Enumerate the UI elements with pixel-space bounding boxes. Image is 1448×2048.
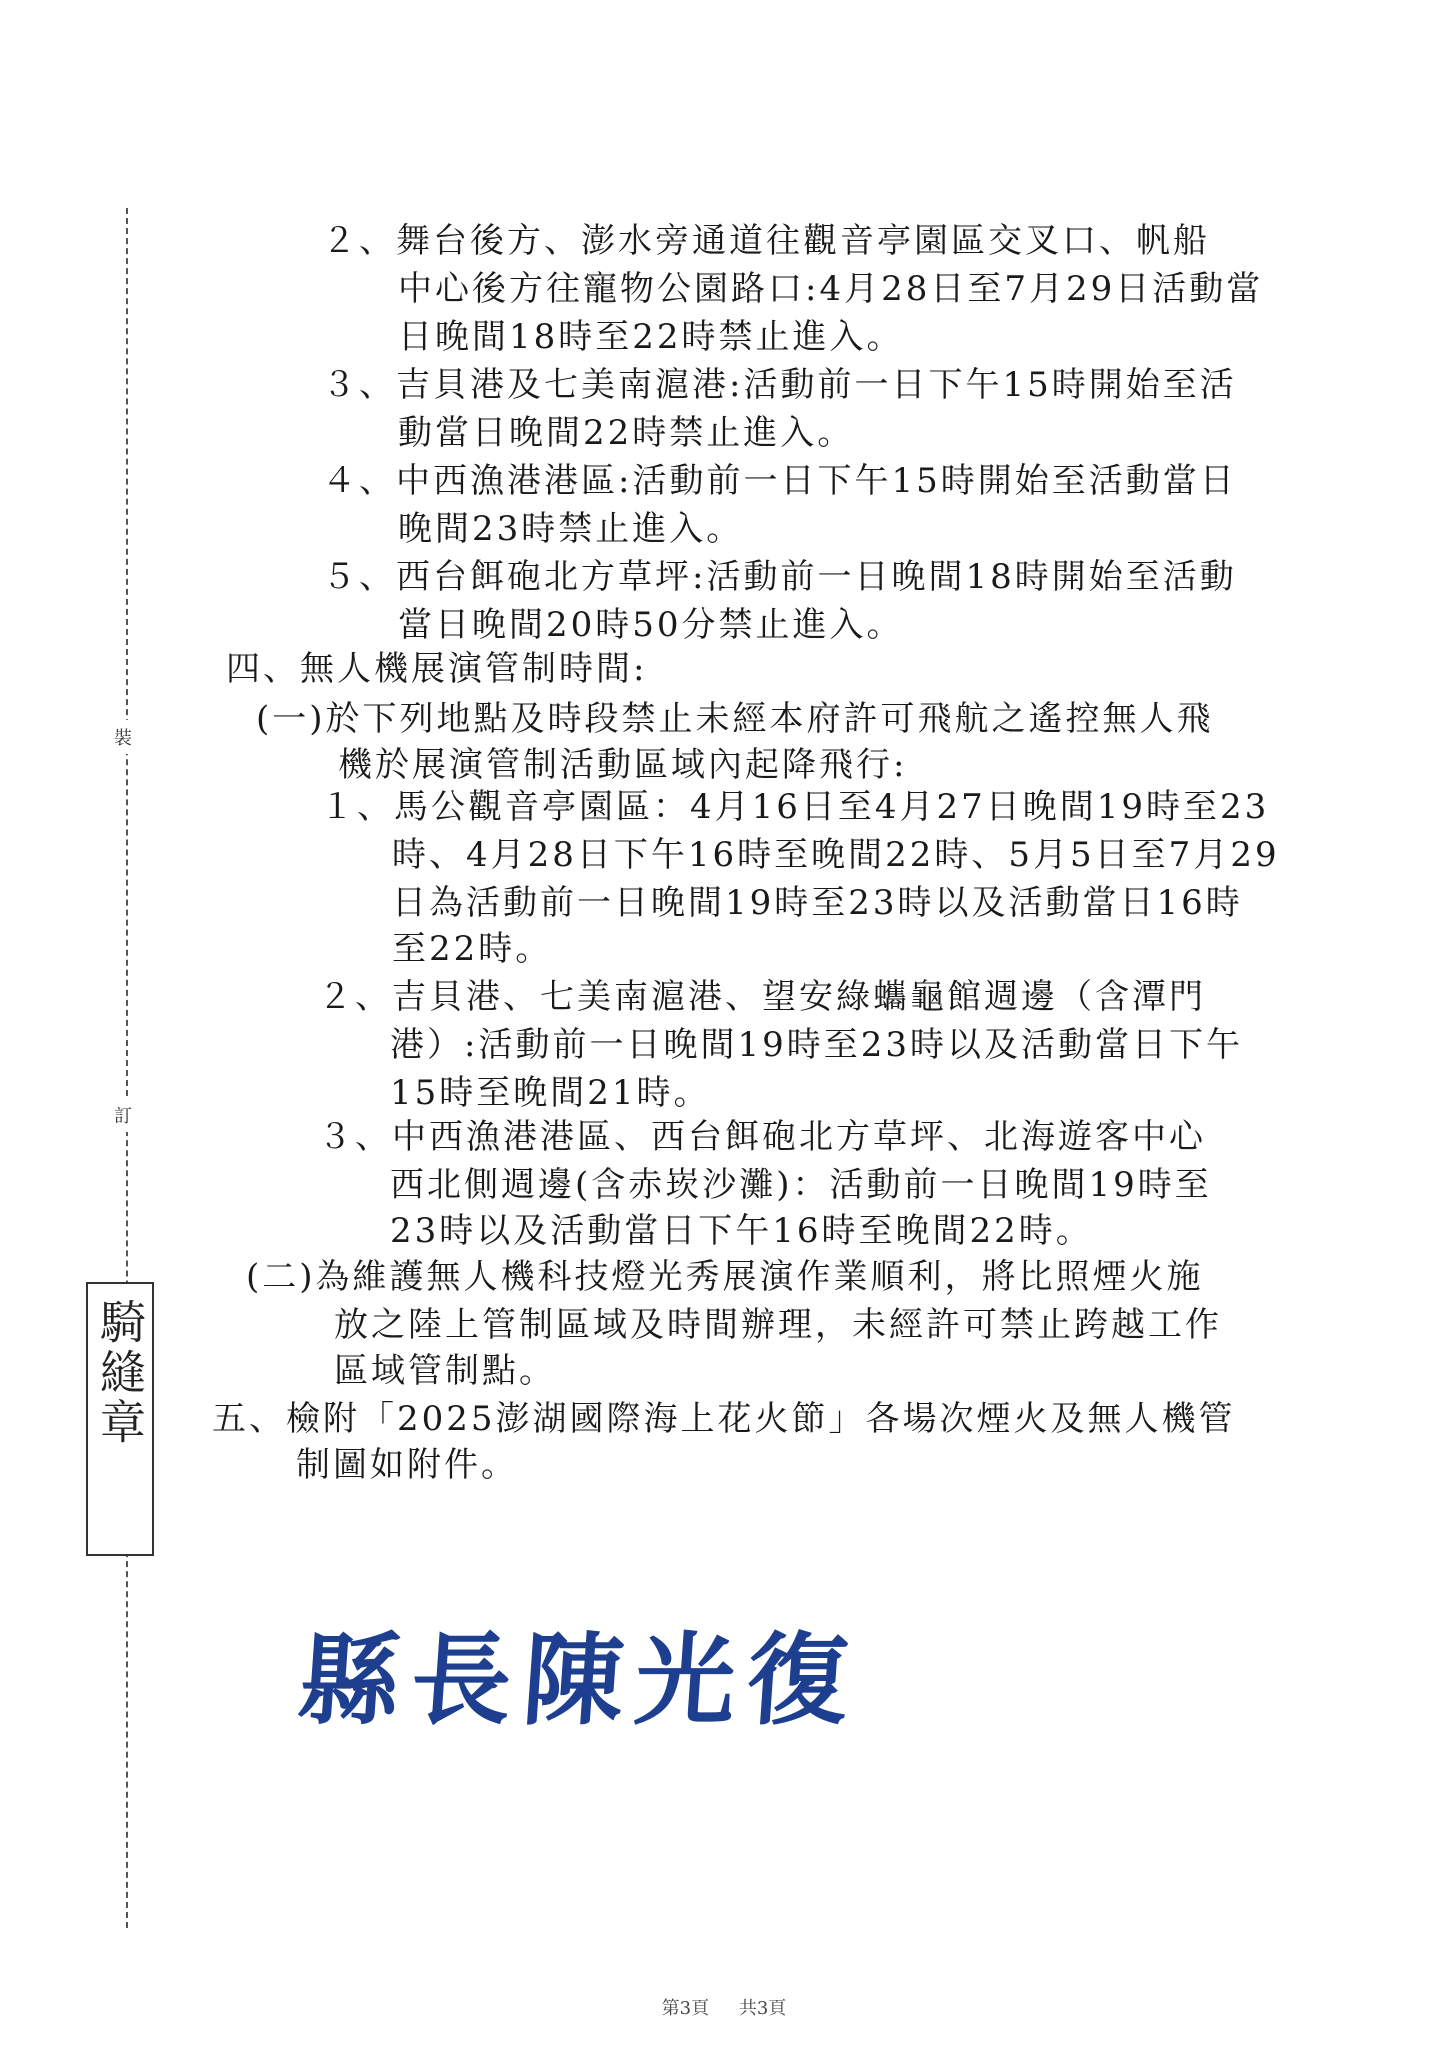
page-total: 共3頁 — [738, 1998, 787, 2019]
text-line: (二)為維護無人機科技燈光秀展演作業順利，將比照煙火施 — [246, 1257, 1204, 1297]
text-line: 23時以及活動當日下午16時至晚間22時。 — [390, 1211, 1093, 1251]
page-footer — [0, 1994, 1448, 2020]
seam-seal-text: 騎縫章 — [93, 1298, 147, 1448]
text-line: 區域管制點。 — [334, 1351, 556, 1391]
text-line: 當日晚間20時50分禁止進入。 — [398, 605, 904, 645]
binding-line — [126, 208, 128, 1928]
text-line: 制圖如附件。 — [296, 1445, 518, 1485]
text-line: 機於展演管制活動區域內起降飛行: — [338, 745, 908, 785]
section-heading: 四、無人機展演管制時間: — [226, 649, 648, 689]
text-line: 日為活動前一日晚間19時至23時以及活動當日16時 — [392, 883, 1243, 923]
text-line: 放之陸上管制區域及時間辦理，未經許可禁止跨越工作 — [334, 1305, 1222, 1345]
text-line: 時、4月28日下午16時至晚間22時、5月5日至7月29 — [392, 835, 1280, 875]
binding-mark-zhuang: 裝 — [114, 720, 132, 754]
text-line: ５、西台餌砲北方草坪:活動前一日晚間18時開始至活動 — [322, 557, 1237, 597]
text-line: ３、吉貝港及七美南滬港:活動前一日下午15時開始至活 — [322, 365, 1237, 405]
text-line: ２、舞台後方、澎水旁通道往觀音亭園區交叉口、帆船 — [322, 221, 1210, 261]
page-number: 第3頁 — [661, 1998, 710, 2019]
binding-mark-ding: 訂 — [114, 1098, 132, 1132]
text-line: 至22時。 — [392, 929, 553, 969]
magistrate-signature: 縣長陳光復 — [295, 1621, 864, 1739]
text-line: 晚間23時禁止進入。 — [398, 509, 744, 549]
section-heading: 五、檢附「2025澎湖國際海上花火節」各場次煙火及無人機管 — [212, 1399, 1236, 1439]
text-line: 港）:活動前一日晚間19時至23時以及活動當日下午 — [390, 1025, 1243, 1065]
text-line: 西北側週邊(含赤崁沙灘)：活動前一日晚間19時至 — [390, 1165, 1212, 1205]
seam-seal — [86, 1282, 154, 1556]
text-line: １、馬公觀音亭園區：4月16日至4月27日晚間19時至23 — [320, 787, 1270, 827]
text-line: (一)於下列地點及時段禁止未經本府許可飛航之遙控無人飛 — [256, 699, 1214, 739]
text-line: ３、中西漁港港區、西台餌砲北方草坪、北海遊客中心 — [318, 1117, 1206, 1157]
text-line: 15時至晚間21時。 — [390, 1073, 711, 1113]
text-line: 動當日晚間22時禁止進入。 — [398, 413, 855, 453]
text-line: 日晚間18時至22時禁止進入。 — [398, 317, 904, 357]
text-line: 中心後方往寵物公園路口:4月28日至7月29日活動當 — [398, 269, 1264, 309]
text-line: ２、吉貝港、七美南滬港、望安綠蠵龜館週邊（含潭門 — [318, 977, 1206, 1017]
text-line: ４、中西漁港港區:活動前一日下午15時開始至活動當日 — [322, 461, 1237, 501]
